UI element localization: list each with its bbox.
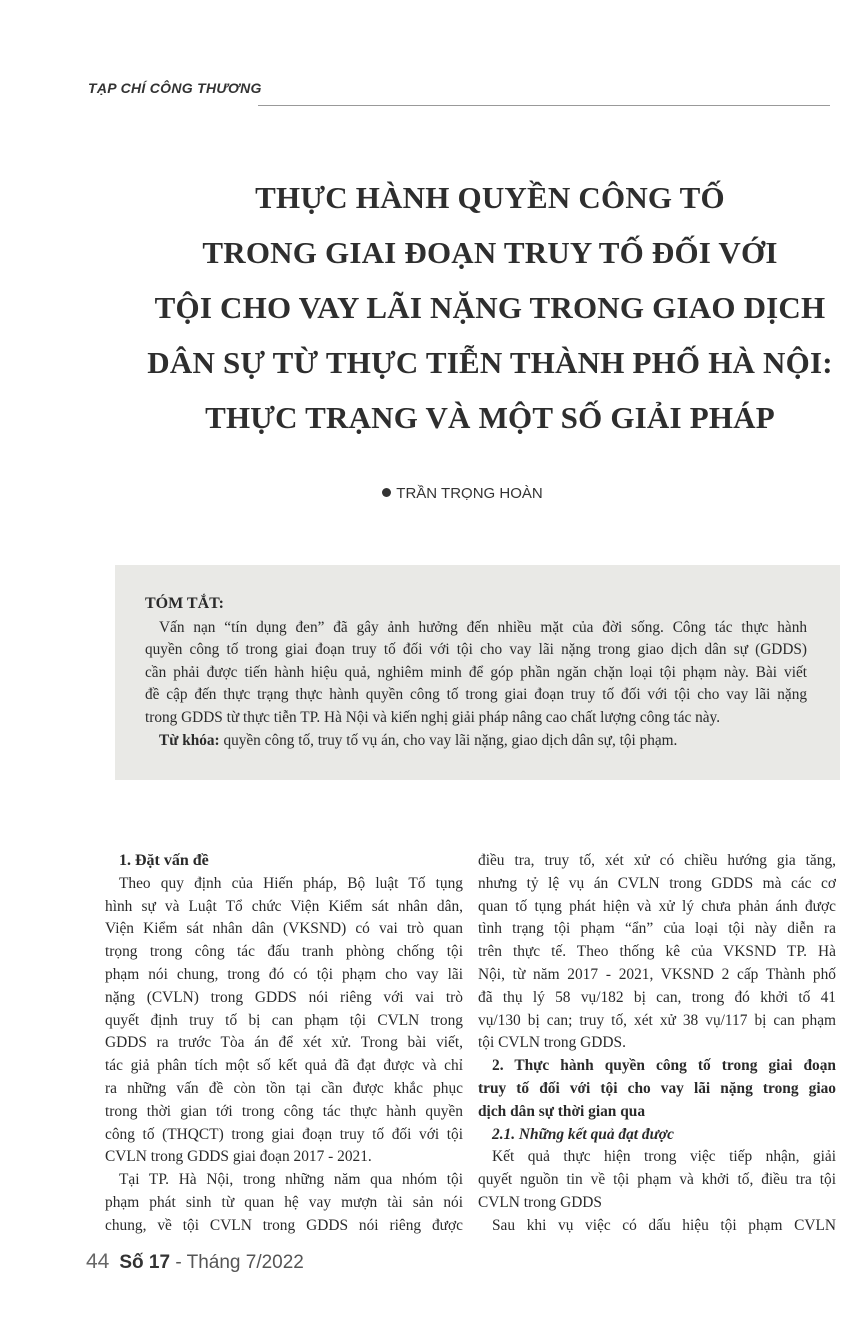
- body-line: phạm nói chung, trong đó có tội phạm cho vay lãi: [105, 965, 463, 983]
- page-number: 44: [86, 1250, 110, 1273]
- body-line: trên thực tế. Theo thống kê của VKSND TP. Hà: [478, 943, 836, 961]
- body-line: phạm phát sinh từ quan hệ vay mượn tài sản nói: [105, 1193, 463, 1211]
- abstract-line: trong GDDS từ thực tiễn TP. Hà Nội và kiến nghị giải pháp nâng cao chất lượng công tác này.: [145, 708, 721, 726]
- body-line: quyết nguồn tin về tội phạm và khởi tố, điều tra tội: [478, 1171, 836, 1189]
- keywords-text: quyền công tố, truy tố vụ án, cho vay lãi nặng, giao dịch dân sự, tội phạm.: [219, 731, 678, 749]
- body-line: Theo quy định của Hiến pháp, Bộ luật Tố tụng: [119, 874, 463, 892]
- body-line: tội CVLN trong GDDS.: [478, 1034, 626, 1052]
- section-heading: 1. Đặt vấn đề: [119, 852, 209, 869]
- abstract-heading: TÓM TẮT:: [145, 595, 224, 612]
- body-line: GDDS ra trước Tòa án để xét xử. Trong bài viết,: [105, 1034, 463, 1052]
- right-column: [478, 850, 836, 1238]
- body-line: nhưng tỷ lệ vụ án CVLN trong GDDS mà các cơ: [478, 874, 836, 892]
- journal-name: TẠP CHÍ CÔNG THƯƠNG: [88, 80, 262, 96]
- page-footer: [86, 1250, 304, 1274]
- article-title: [120, 170, 860, 445]
- issue-number: Số 17: [119, 1252, 171, 1273]
- section-heading: 2. Thực hành quyền công tố trong giai đoạn: [492, 1057, 836, 1075]
- title-line: TRONG GIAI ĐOẠN TRUY TỐ ĐỐI VỚI: [202, 235, 778, 270]
- section-heading: truy tố đối với tội cho vay lãi nặng trong giao: [478, 1079, 836, 1097]
- body-line: trọng trong công tác đấu tranh phòng chống tội: [105, 943, 463, 961]
- keywords: [145, 730, 807, 753]
- body-line: công tố (THQCT) trong giai đoạn truy tố đối với tội: [105, 1125, 463, 1143]
- subsection-heading: 2.1. Những kết quả đạt được: [492, 1125, 674, 1143]
- title-line: THỰC HÀNH QUYỀN CÔNG TỐ: [255, 180, 725, 215]
- bullet-icon: [382, 488, 391, 497]
- body-line: nặng (CVLN) trong GDDS nói riêng với vai trò: [105, 988, 463, 1006]
- body-line: CVLN trong GDDS: [478, 1193, 602, 1211]
- left-column: [105, 850, 463, 1238]
- body-line: quyết định truy tố bị can phạm tội CVLN trong: [105, 1011, 463, 1029]
- keywords-label: Từ khóa:: [159, 731, 220, 749]
- body-line: CVLN trong GDDS giai đoạn 2017 - 2021.: [105, 1148, 372, 1166]
- body-line: chung, về tội CVLN trong GDDS nói riêng được: [105, 1216, 463, 1234]
- body-line: Sau khi vụ việc có dấu hiệu tội phạm CVLN: [492, 1216, 836, 1234]
- issue-date: - Tháng 7/2022: [170, 1252, 304, 1273]
- section-heading: dịch dân sự thời gian qua: [478, 1102, 646, 1120]
- body-line: vụ/130 bị can; truy tố, xét xử 38 vụ/117 bị can phạm: [478, 1011, 836, 1029]
- body-line: đã thụ lý 58 vụ/182 bị can, trong đó khởi tố 41: [478, 988, 836, 1006]
- title-line: THỰC TRẠNG VÀ MỘT SỐ GIẢI PHÁP: [205, 400, 775, 435]
- body-line: Viện Kiểm sát nhân dân (VKSND) có vai trò quan: [105, 920, 463, 938]
- title-line: DÂN SỰ TỪ THỰC TIỄN THÀNH PHỐ HÀ NỘI:: [147, 345, 833, 380]
- body-line: Kết quả thực hiện trong việc tiếp nhận, giải: [492, 1148, 836, 1166]
- body-line: Tại TP. Hà Nội, trong những năm qua nhóm tội: [119, 1171, 463, 1189]
- abstract-box: [115, 565, 840, 780]
- body-line: tình trạng tội phạm “ẩn” của loại tội này diễn ra: [478, 920, 836, 938]
- header-rule: [258, 105, 830, 106]
- abstract-line: quyền công tố trong giai đoạn truy tố đối với tội cho vay lãi nặng trong giao dịch dân sự (GDDS): [145, 641, 807, 659]
- body-line: điều tra, truy tố, xét xử có chiều hướng gia tăng,: [478, 852, 836, 869]
- abstract-line: đề cập đến thực trạng thực hành quyền công tố trong giai đoạn truy tố đối với tội cho vay lãi nặng: [145, 686, 807, 704]
- abstract-line: cần phải được tiến hành hiệu quả, nghiêm minh để góp phần ngăn chặn loại tội phạm này. Bài viết: [145, 663, 807, 681]
- title-line: TỘI CHO VAY LÃI NẶNG TRONG GIAO DỊCH: [154, 290, 826, 325]
- body-line: Nội, từ năm 2017 - 2021, VKSND 2 cấp Thành phố: [478, 965, 836, 983]
- body-line: trong thời gian tới trong công tác thực hành quyền: [105, 1102, 463, 1120]
- body-line: quan tố tụng phát hiện và xử lý chưa phản ánh được: [478, 897, 836, 915]
- body-line: ra những vấn đề còn tồn tại cần được khắc phục: [105, 1079, 463, 1097]
- author: [0, 485, 865, 502]
- author-name: TRẦN TRỌNG HOÀN: [396, 485, 543, 502]
- body-line: hình sự và Luật Tổ chức Viện Kiểm sát nhân dân,: [105, 897, 463, 915]
- abstract-line: Vấn nạn “tín dụng đen” đã gây ảnh hưởng đến nhiều mặt của đời sống. Công tác thực hành: [159, 618, 807, 636]
- body-line: tác giả phân tích một số kết quả đã đạt được và chỉ: [105, 1057, 463, 1075]
